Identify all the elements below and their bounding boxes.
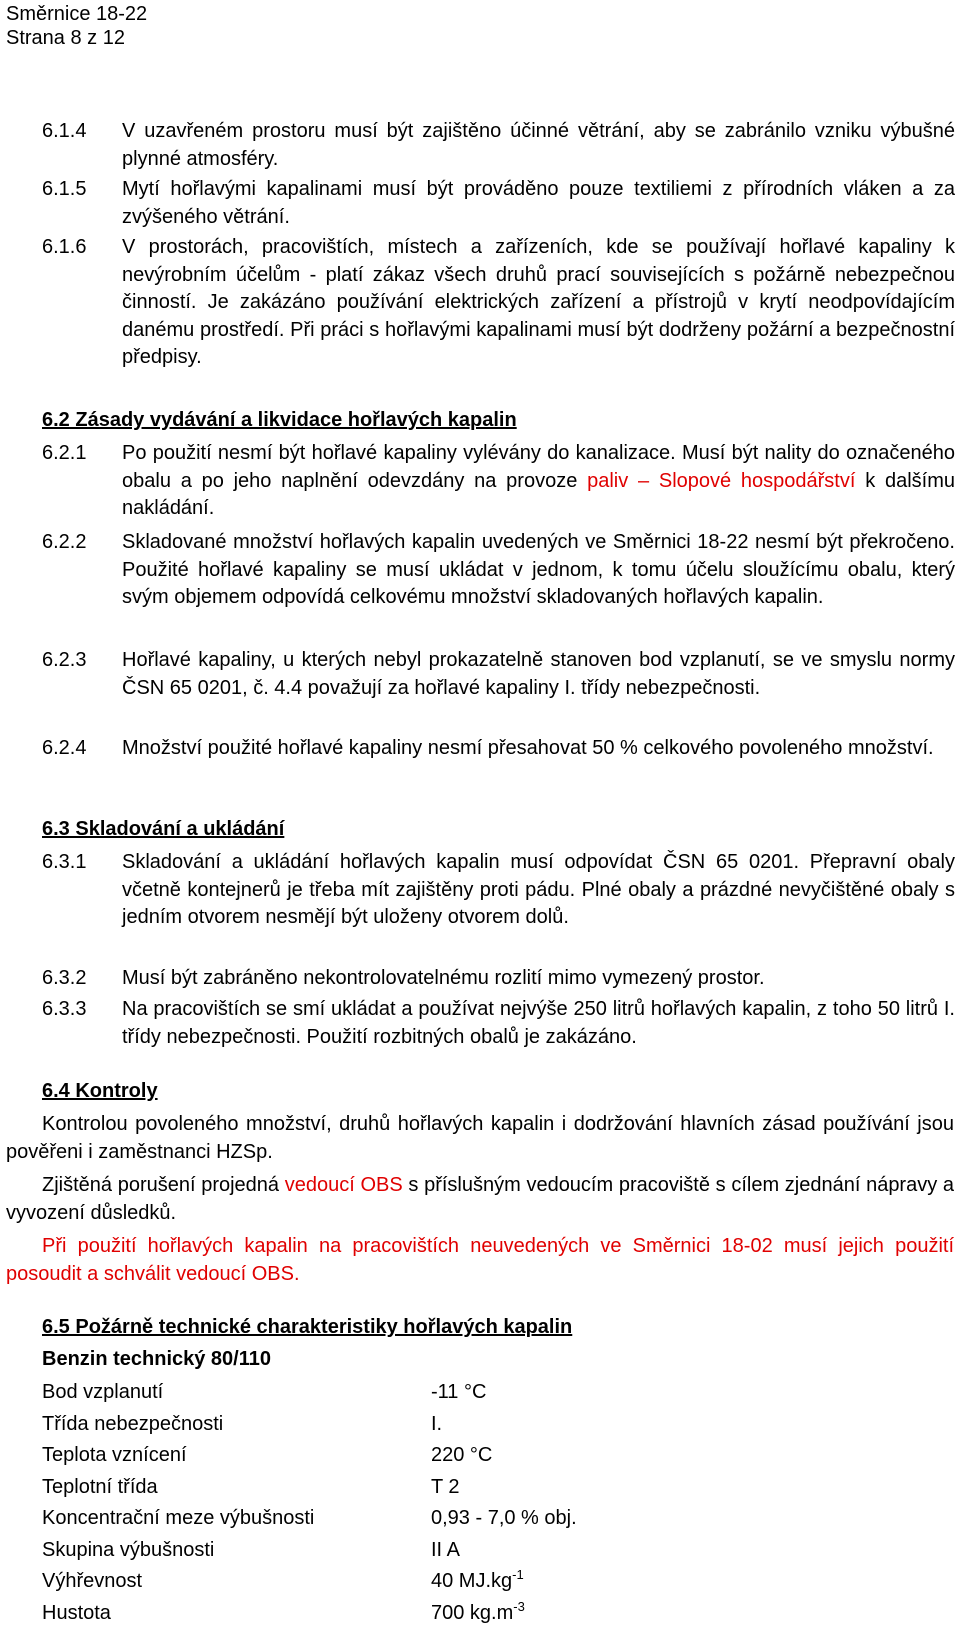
property-label: Teplotní třída [42, 1475, 158, 1498]
page-header [6, 2, 147, 50]
property-row [42, 1409, 742, 1441]
property-value: II A [431, 1538, 460, 1561]
section-6-5-heading: 6.5 Požárně technické charakteristiky hořlavých kapalin [42, 1316, 573, 1338]
property-row [42, 1566, 742, 1598]
property-row [42, 1598, 742, 1630]
clause-text-part: k dalšímu nakládání. [122, 469, 955, 519]
clause-text: Musí být zabráněno nekontrolovatelnému rozlití mimo vymezený prostor. [122, 967, 765, 989]
highlighted-department: paliv – Slopové hospodářství [587, 469, 856, 492]
clause-text: Skladování a ukládání hořlavých kapalin musí odpovídat ČSN 65 0201. Přepravní obaly včetně kontejnerů je třeba mít zajištěny proti pádu. Plné obaly a prázdné nevyčištěné obaly s jedním otvorem nesmějí být uloženy otvorem dolů. [122, 851, 955, 928]
clause-6-3-1 [42, 849, 955, 932]
clause-number: 6.1.6 [42, 236, 87, 258]
clause-number: 6.2.3 [42, 649, 87, 671]
clause-text: Skladované množství hořlavých kapalin uvedených ve Směrnici 18-22 nesmí být překročeno. Použité hořlavé kapaliny se musí ukládat v jednom, k tomu účelu sloužícímu obalu, který svým objemem odpovídá celkovému množství skladovaných hořlavých kapalin. [122, 531, 955, 608]
paragraph-text: Kontrolou povoleného množství, druhů hořlavých kapalin i dodržování hlavních zásad používání jsou pověřeni i zaměstnanci HZSp. [6, 1113, 954, 1163]
clause-6-2-3 [42, 647, 955, 702]
property-label: Bod vzplanutí [42, 1381, 164, 1403]
property-label: Teplota vznícení [42, 1444, 187, 1466]
property-value [431, 1598, 525, 1630]
property-row [42, 1377, 742, 1409]
clause-text: Množství použité hořlavé kapaliny nesmí přesahovat 50 % celkového povoleného množství. [122, 737, 934, 759]
clause-text: Hořlavé kapaliny, u kterých nebyl prokazatelně stanoven bod vzplanutí, se ve smyslu normy ČSN 65 0201, č. 4.4 považují za hořlavé kapaliny I. třídy nebezpečnosti. [122, 649, 955, 699]
page-number: Strana 8 z 12 [6, 27, 125, 49]
clause-text: V prostorách, pracovištích, místech a zařízeních, kde se používají hořlavé kapaliny k nevýrobním účelům - platí zákaz všech druhů prací souvisejících s požárně nebezpečnou činností. Je zakázáno používání elektrických zařízení a přístrojů v krytí neodpovídajícím danému prostředí. Při práci s hořlavými kapalinami musí být dodrženy požární a bezpečnostní předpisy. [122, 236, 955, 368]
property-row [42, 1503, 742, 1535]
property-value: I. [431, 1412, 443, 1435]
clause-text: Na pracovištích se smí ukládat a používat nejvýše 250 litrů hořlavých kapalin, z toho 50 litrů I. třídy nebezpečnosti. Použití rozbitných obalů je zakázáno. [122, 998, 955, 1048]
clause-6-1-5 [42, 176, 955, 231]
clause-6-2-4 [42, 735, 955, 763]
highlighted-role: vedoucí OBS [284, 1174, 403, 1196]
clause-number: 6.1.5 [42, 178, 87, 200]
property-value [431, 1566, 524, 1598]
paragraph-text-part: s příslušným vedoucím pracoviště s cílem zjednání nápravy a vyvození důsledků. [6, 1174, 955, 1224]
property-label: Třída nebezpečnosti [42, 1412, 224, 1435]
clause-number: 6.3.2 [42, 967, 87, 989]
directive-number: Směrnice 18-22 [6, 3, 148, 25]
section-6-3-heading: 6.3 Skladování a ukládání [42, 818, 285, 840]
property-value: T 2 [431, 1475, 460, 1498]
exponent: -1 [512, 1567, 524, 1582]
clause-6-2-1 [42, 440, 955, 523]
section-6-2-heading: 6.2 Zásady vydávání a likvidace hořlavých kapalin [42, 409, 517, 431]
clause-text: Mytí hořlavými kapalinami musí být prováděno pouze textiliemi z přírodních vláken a za zvýšeného větrání. [122, 178, 955, 228]
clause-6-2-2 [42, 529, 955, 612]
paragraph-text-part: Zjištěná porušení projedná [42, 1174, 280, 1196]
clause-number: 6.2.4 [42, 737, 87, 759]
property-label: Skupina výbušnosti [42, 1538, 215, 1561]
value-text: 700 kg.m [431, 1601, 514, 1624]
property-label: Koncentrační meze výbušnosti [42, 1507, 315, 1529]
clause-text: V uzavřeném prostoru musí být zajištěno účinné větrání, aby se zabránilo vzniku výbušné plynné atmosféry. [122, 120, 955, 170]
property-label: Výhřevnost [42, 1570, 143, 1592]
clause-number: 6.2.1 [42, 442, 87, 464]
clause-6-1-4 [42, 118, 955, 173]
property-value: 220 °C [431, 1444, 493, 1466]
controls-paragraph-2 [6, 1172, 954, 1227]
paragraph-text: Při použití hořlavých kapalin na pracovištích neuvedených ve Směrnici 18-02 musí jejich použití posoudit a schválit vedoucí OBS. [6, 1235, 954, 1285]
property-value: -11 °C [431, 1381, 487, 1403]
controls-paragraph-3 [6, 1233, 954, 1288]
clause-number: 6.3.1 [42, 851, 87, 873]
section-6-4-heading: 6.4 Kontroly [42, 1080, 158, 1102]
property-row [42, 1535, 742, 1567]
property-row [42, 1440, 742, 1472]
substance-title: Benzin technický 80/110 [42, 1348, 272, 1370]
property-label: Hustota [42, 1601, 111, 1624]
controls-paragraph-1 [6, 1111, 954, 1166]
exponent: -3 [513, 1598, 525, 1614]
clause-6-3-2 [42, 965, 955, 993]
clause-number: 6.2.2 [42, 531, 87, 553]
clause-number: 6.3.3 [42, 998, 87, 1020]
clause-6-1-6 [42, 234, 955, 372]
clause-number: 6.1.4 [42, 120, 87, 142]
property-value: 0,93 - 7,0 % obj. [431, 1507, 577, 1529]
clause-6-3-3 [42, 996, 955, 1051]
value-text: 40 MJ.kg [431, 1570, 513, 1592]
clause-text [122, 440, 955, 523]
property-row [42, 1472, 742, 1504]
clause-text-part: Po použití nesmí být hořlavé kapaliny vylévány do kanalizace. Musí být nality do označeného obalu a po jeho naplnění odevzdány na provoze [122, 442, 955, 492]
